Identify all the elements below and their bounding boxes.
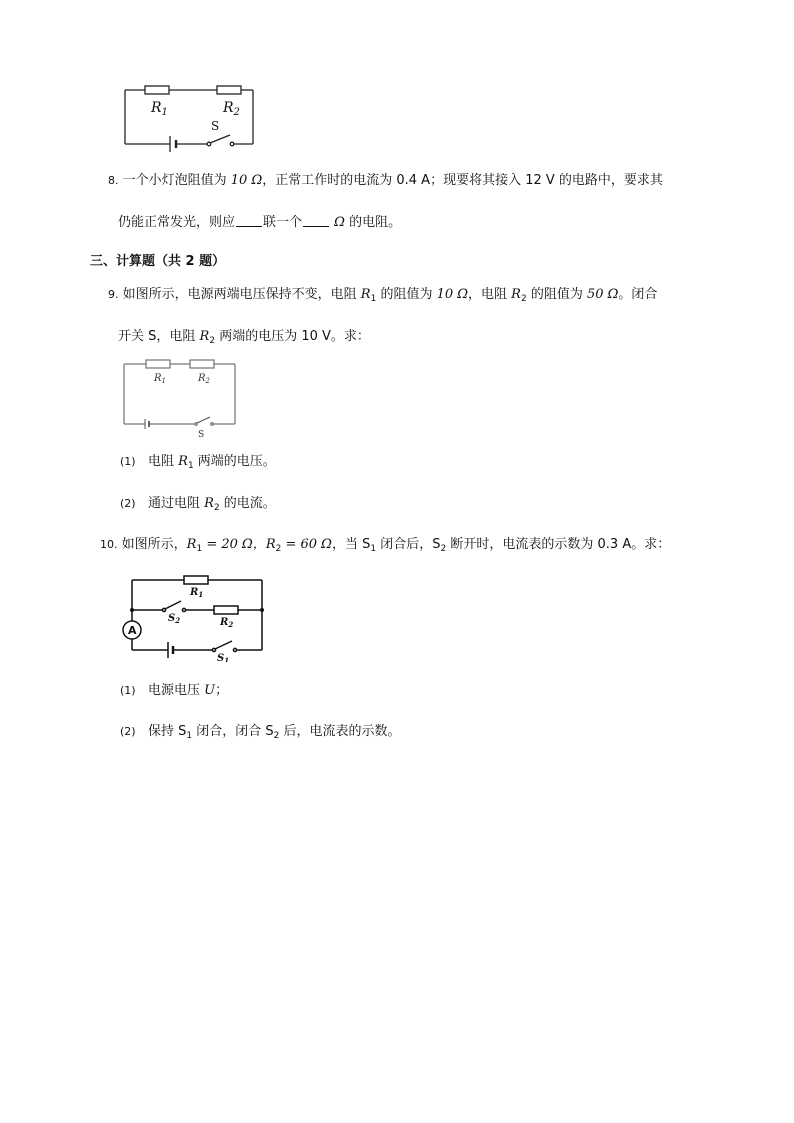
q8-line2: 仍能正常发光，则应 联一个 Ω 的电阻。 xyxy=(118,215,402,230)
label-s2: $S_2$ xyxy=(168,613,181,625)
label-s1: $S_1$ xyxy=(217,653,230,662)
q10-sub2: (2) 保持 $S_1$ 闭合，闭合 $S_2$ 后，电流表的示数。 xyxy=(120,724,401,741)
label-r2: $R_2$ xyxy=(198,373,210,385)
label-s: S xyxy=(211,119,220,133)
blank-2[interactable] xyxy=(303,214,329,227)
q8-line1: 8. 一个小灯泡阻值为 10 Ω，正常工作时的电流为 0.4 A；现要将其接入 12 V 的电路中，要求其 xyxy=(108,173,663,188)
blank-1[interactable] xyxy=(236,214,262,227)
q9-sub1: (1) 电阻 $R_1$ 两端的电压。 xyxy=(120,454,276,471)
label-r2: $R_2$ xyxy=(220,617,234,629)
circuit-diagram-2 xyxy=(118,355,243,440)
q9-line2: 开关 S，电阻 $R_2$ 两端的电压为 10 V。求： xyxy=(118,329,370,346)
section-heading: 三、计算题（共 2 题） xyxy=(90,254,226,269)
label-r1: $R_1$ xyxy=(151,100,168,118)
label-r2: $R_2$ xyxy=(223,100,240,118)
q10-sub1: (1) 电源电压 U； xyxy=(120,683,229,698)
label-r1: $R_1$ xyxy=(154,373,166,385)
label-r1: $R_1$ xyxy=(190,587,204,599)
q9-line1: 9. 如图所示，电源两端电压保持不变，电阻 $R_1$ 的阻值为 10 Ω，电阻 $R_2$ 的阻值为 50 Ω。闭合 xyxy=(108,287,658,304)
q10-line1: 10. 如图所示，$R_1 = 20$ Ω，$R_2 = 60$ Ω，当 $S_1$ 闭合后，$S_2$ 断开时，电流表的示数为 0.3 A。求： xyxy=(100,537,671,554)
circuit-diagram-3 xyxy=(118,570,270,662)
circuit-diagram-1 xyxy=(115,80,265,155)
ammeter-label: A xyxy=(128,624,137,637)
q9-sub2: (2) 通过电阻 $R_2$ 的电流。 xyxy=(120,496,276,513)
label-s: S xyxy=(198,430,205,440)
